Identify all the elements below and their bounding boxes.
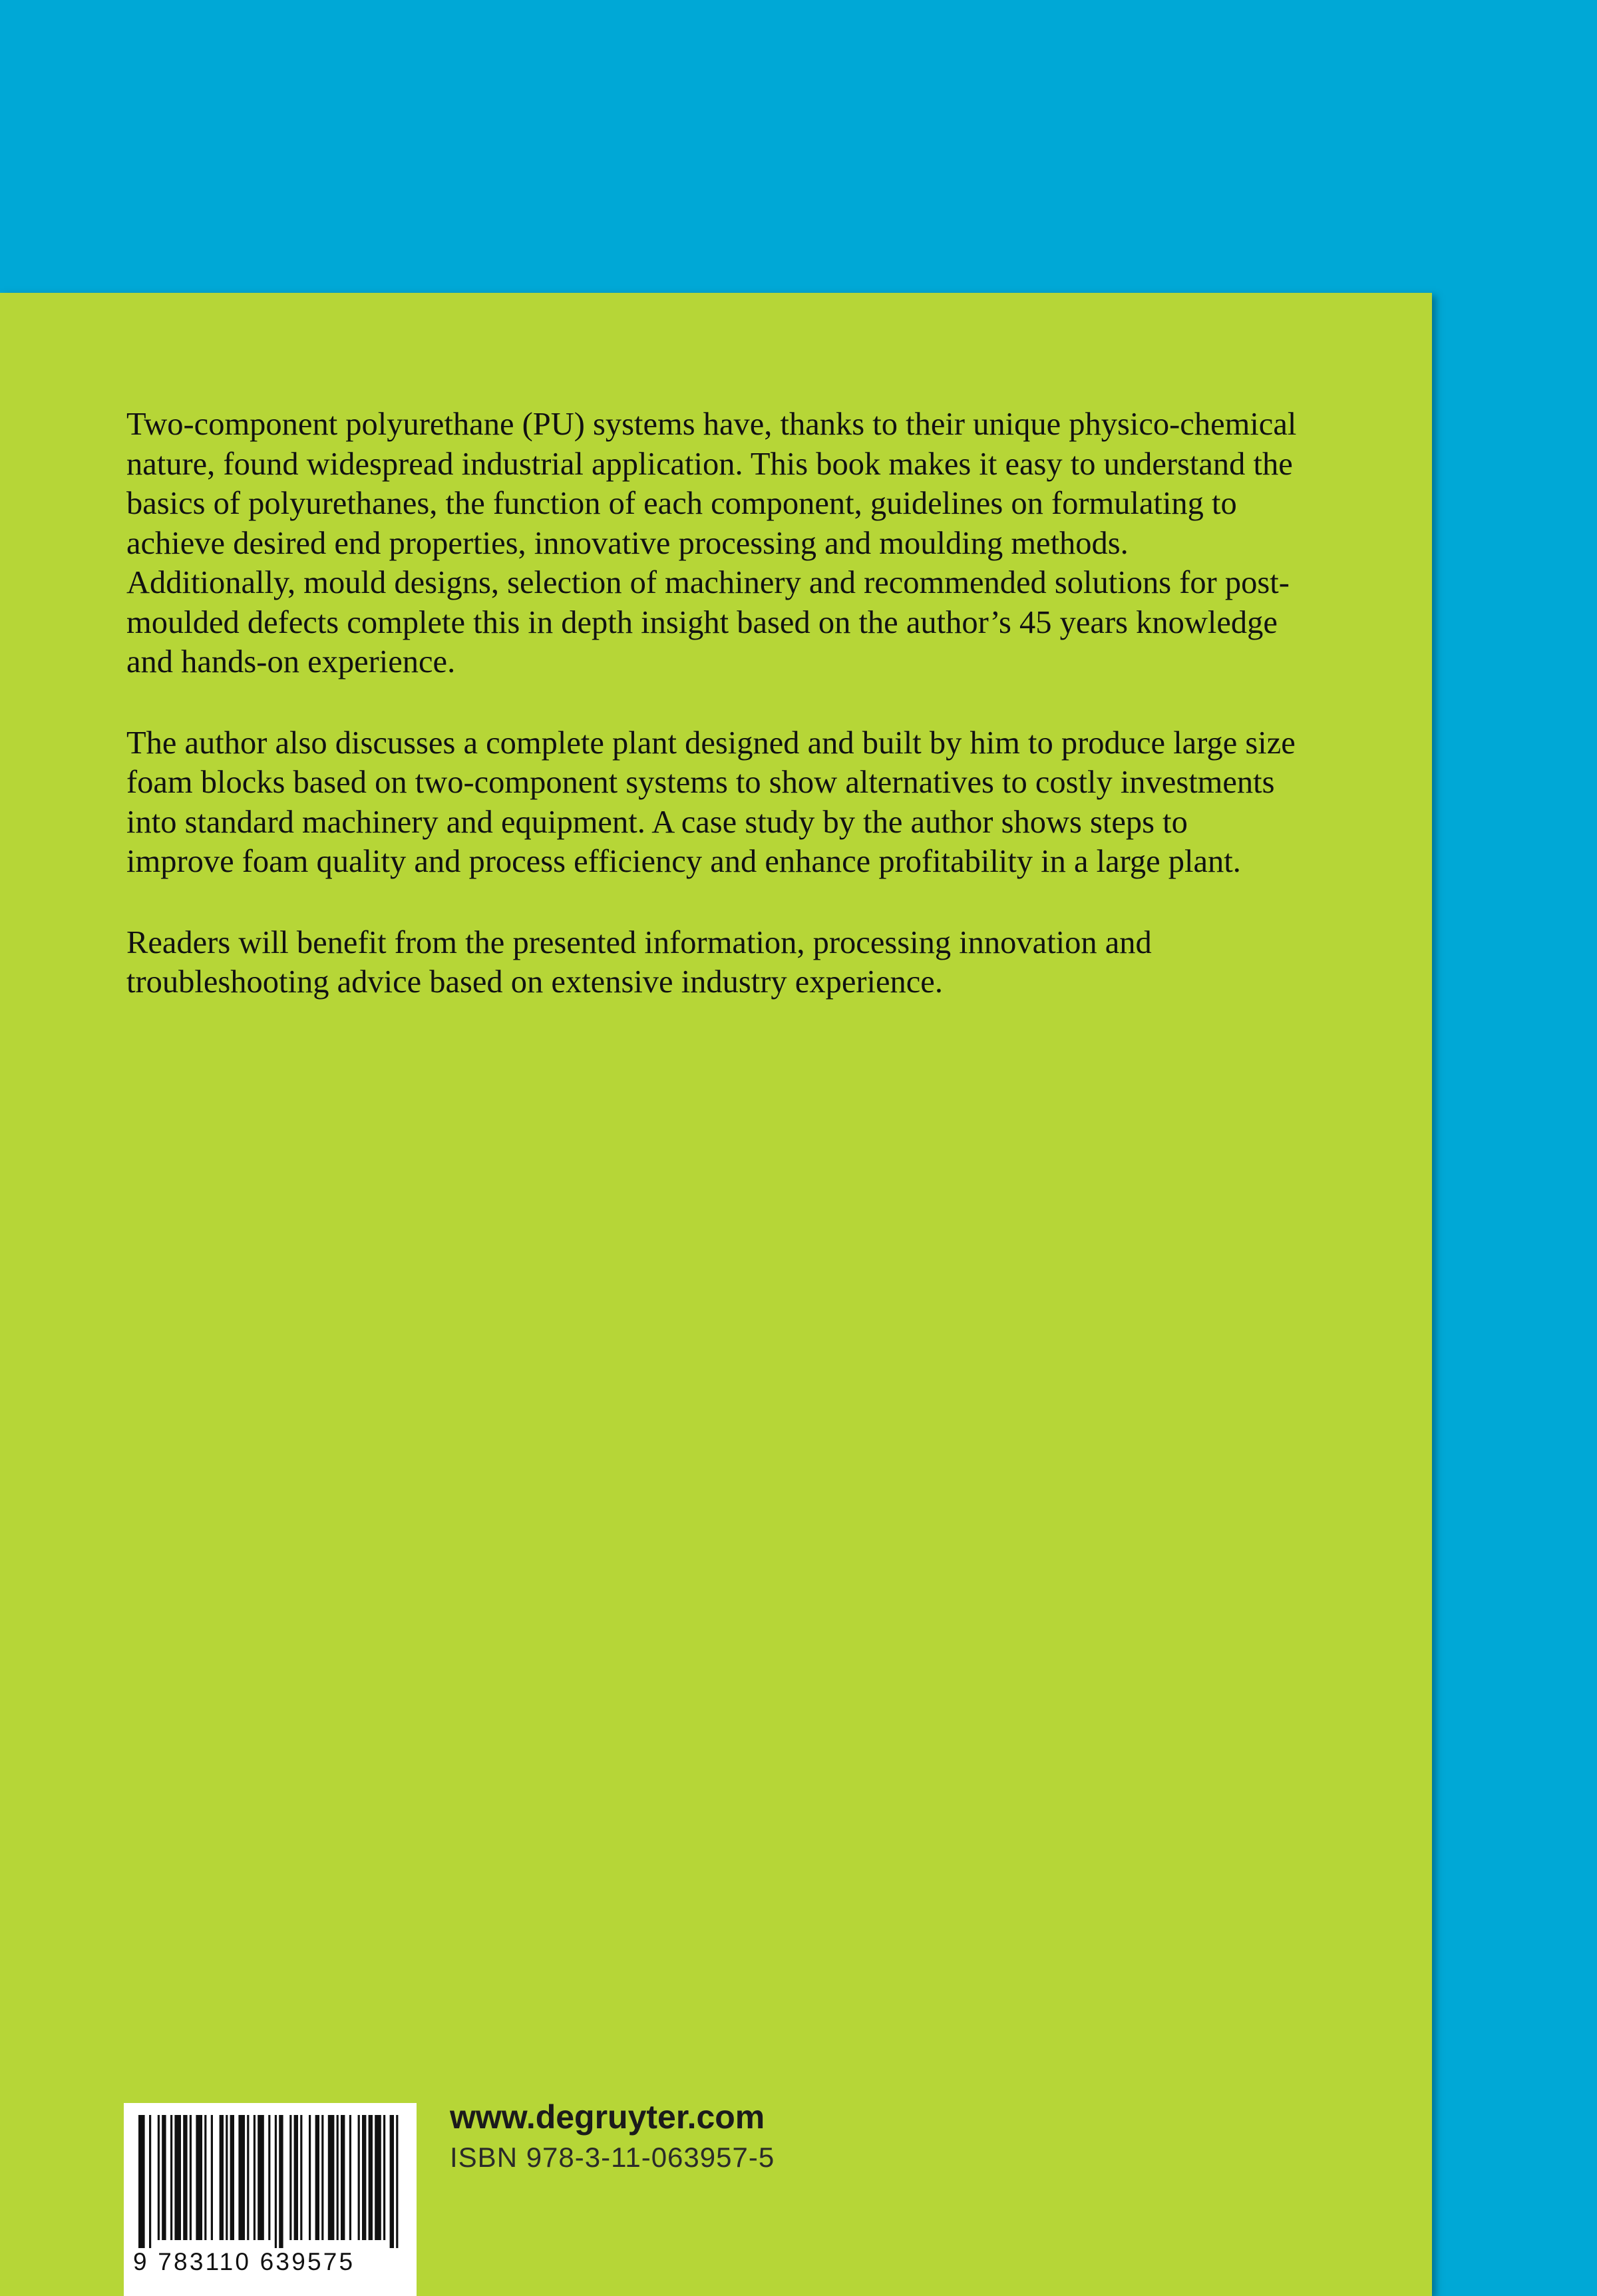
barcode-bar	[383, 2115, 385, 2240]
barcode-bar	[341, 2115, 345, 2240]
barcode-bar	[349, 2115, 351, 2240]
cover-panel	[0, 293, 1432, 2296]
barcode-bar	[158, 2115, 160, 2240]
barcode-bar	[238, 2115, 245, 2240]
isbn-number: ISBN 978-3-11-063957-5	[450, 2142, 775, 2173]
barcode-bar	[183, 2115, 187, 2240]
barcode-bar	[396, 2115, 398, 2248]
barcode-bar	[268, 2115, 270, 2240]
barcode-bar	[337, 2115, 339, 2240]
barcode-bar	[247, 2115, 249, 2240]
barcode-bar	[362, 2115, 366, 2240]
barcode-bars	[138, 2115, 402, 2248]
blurb-paragraph-1: Two-component polyurethane (PU) systems have, thanks to their unique physico-chemical nature, found widespread industrial application. This book makes it easy to understand the basics of polyurethanes, the function of each component, guidelines on formulating to achieve desired end properties, innovative processing and moulding methods. Additionally, mould designs, selection of machinery and recommended solutions for post-moulded defects complete this in depth insight based on the author’s 45 years knowledge and hands-on experience.	[126, 407, 1297, 679]
barcode-bar	[174, 2115, 181, 2240]
blurb-paragraph-3: Readers will benefit from the presented information, processing innovation and troubleshooting advice based on extensive industry experience.	[126, 924, 1152, 1000]
blurb-paragraph-2: The author also discusses a complete plant designed and built by him to produce large size foam blocks based on two-component systems to show alternatives to costly investments into standard machinery and equipment. A case study by the author shows steps to improve foam quality and process efficiency and enhance profitability in a large plant.	[126, 725, 1296, 879]
barcode-bar	[149, 2115, 151, 2248]
barcode-bar	[309, 2115, 311, 2240]
barcode-bar	[328, 2115, 335, 2240]
barcode-bar	[289, 2115, 291, 2240]
barcode-digits: 9 783110 639575	[133, 2248, 355, 2275]
barcode-bar	[258, 2115, 264, 2240]
barcode-bar	[138, 2115, 145, 2248]
barcode-bar	[375, 2115, 381, 2240]
barcode-bar	[300, 2115, 302, 2240]
barcode-bar	[162, 2115, 166, 2240]
barcode-bar	[294, 2115, 298, 2240]
barcode-bar	[230, 2115, 234, 2240]
barcode-bar	[190, 2115, 192, 2240]
barcode-bar	[211, 2115, 213, 2240]
barcode-bar	[390, 2115, 394, 2248]
barcode-bar	[226, 2115, 228, 2240]
barcode-bar	[279, 2115, 283, 2248]
isbn-barcode	[124, 2103, 417, 2296]
barcode-bar	[369, 2115, 373, 2240]
barcode-bar	[358, 2115, 360, 2240]
back-cover-blurb	[126, 405, 1298, 1044]
barcode-bar	[321, 2115, 323, 2240]
barcode-bar	[170, 2115, 172, 2240]
barcode-bar	[254, 2115, 256, 2240]
barcode-bar	[196, 2115, 202, 2240]
barcode-bar	[315, 2115, 319, 2240]
barcode-bar	[204, 2115, 206, 2240]
barcode-bar	[275, 2115, 277, 2248]
publisher-url: www.degruyter.com	[450, 2098, 765, 2136]
barcode-bar	[220, 2115, 224, 2240]
